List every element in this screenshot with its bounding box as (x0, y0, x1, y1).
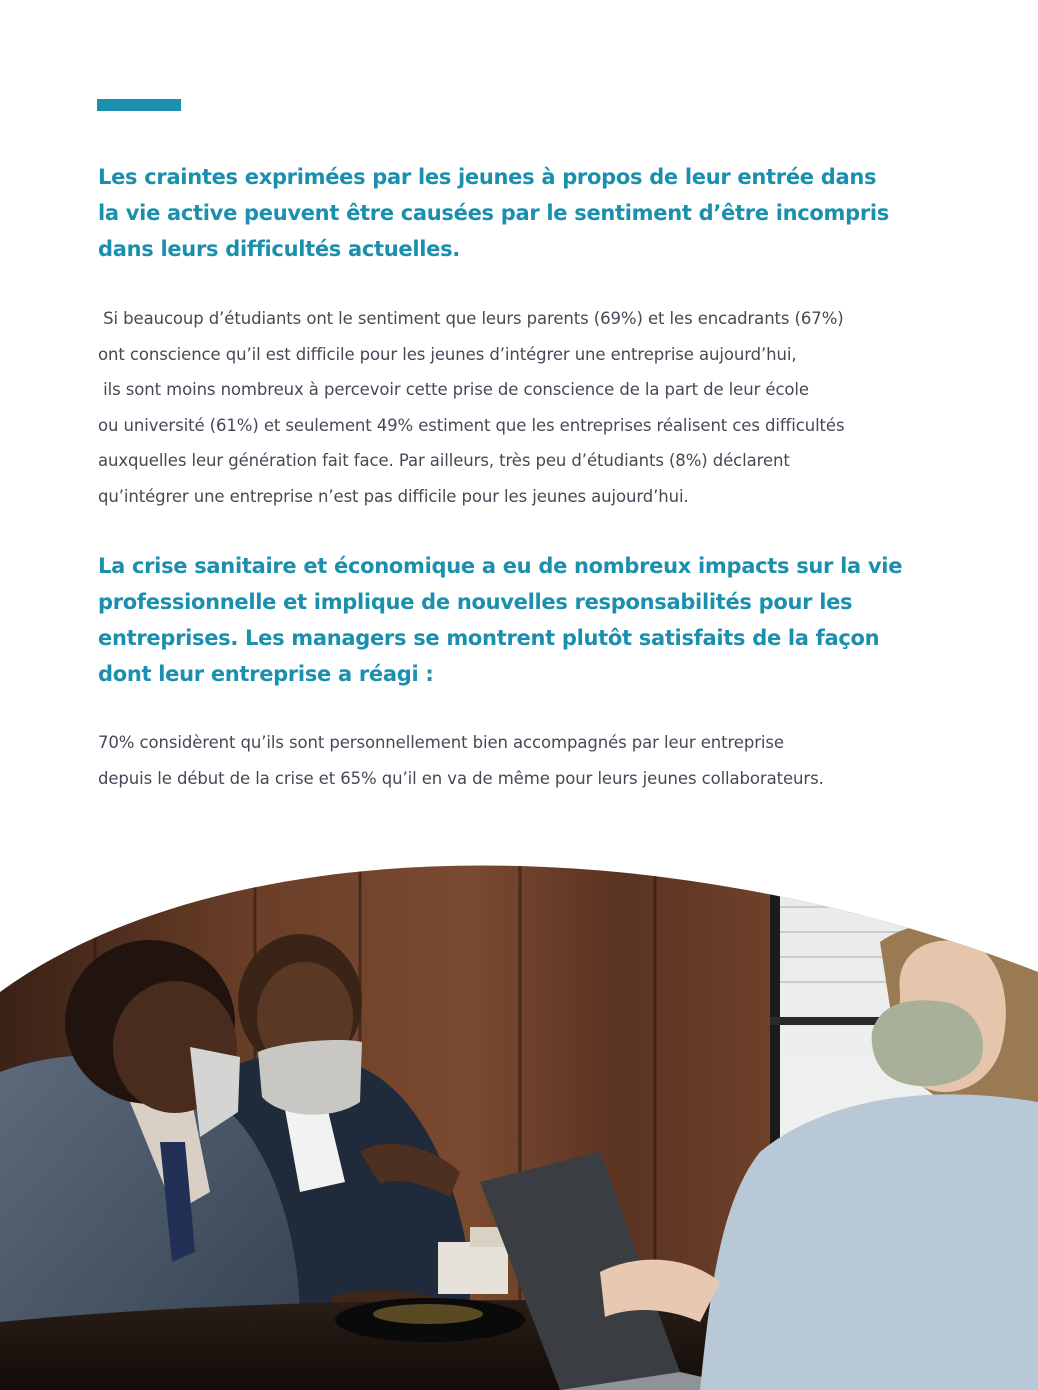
body-line: 70% considèrent qu’ils sont personnellement bien accompagnés par leur entreprise (98, 733, 784, 752)
body-line: depuis le début de la crise et 65% qu’il en va de même pour leurs jeunes collaborateurs. (98, 768, 824, 788)
body-line: auxquelles leur génération fait face. Par ailleurs, très peu d’étudiants (8%) déclarent (98, 451, 790, 470)
body-line: ont conscience qu’il est difficile pour les jeunes d’intégrer une entreprise aujourd’hui, (98, 344, 797, 364)
lead-paragraph-2 (98, 548, 918, 692)
lead-line: dans leurs difficultés actuelles. (98, 237, 460, 261)
lead-line: La crise sanitaire et économique a eu de nombreux impacts sur la vie (98, 554, 903, 578)
lead-paragraph-1 (98, 159, 918, 267)
lead-line: la vie active peuvent être causées par le sentiment d’être incompris (98, 201, 890, 225)
body-line: ou université (61%) et seulement 49% estiment que les entreprises réalisent ces difficultés (98, 415, 845, 435)
lead-line: dont leur entreprise a réagi : (98, 662, 434, 686)
body-line: Si beaucoup d’étudiants ont le sentiment que leurs parents (69%) et les encadrants (67%) (98, 309, 844, 328)
body-line: qu’intégrer une entreprise n’est pas difficile pour les jeunes aujourd’hui. (98, 486, 689, 506)
accent-bar (97, 99, 181, 111)
body-paragraph-2 (98, 725, 958, 796)
meeting-photo (0, 852, 1038, 1390)
body-paragraph-1 (98, 301, 958, 514)
lead-line: professionnelle et implique de nouvelles responsabilités pour les (98, 590, 853, 614)
lead-line: Les craintes exprimées par les jeunes à propos de leur entrée dans (98, 165, 877, 189)
lead-line: entreprises. Les managers se montrent plutôt satisfaits de la façon (98, 626, 880, 650)
body-line: ils sont moins nombreux à percevoir cette prise de conscience de la part de leur école (98, 380, 809, 399)
